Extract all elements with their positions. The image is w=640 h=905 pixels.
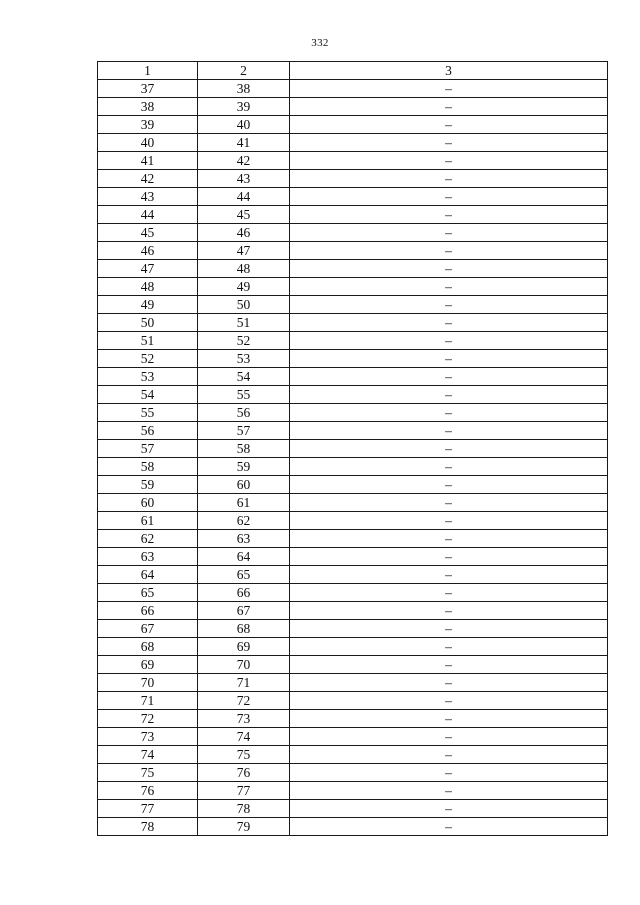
table-cell-col-1: 56 <box>98 422 198 440</box>
table-row <box>98 134 608 152</box>
table-cell-col-3: – <box>290 728 608 746</box>
table-cell-col-1: 64 <box>98 566 198 584</box>
column-header-1: 1 <box>98 62 198 80</box>
table-row <box>98 98 608 116</box>
table-cell-col-1: 49 <box>98 296 198 314</box>
table-cell-col-2: 56 <box>198 404 290 422</box>
table-row <box>98 206 608 224</box>
table-row <box>98 602 608 620</box>
table-cell-col-1: 69 <box>98 656 198 674</box>
table-cell-col-3: – <box>290 656 608 674</box>
table-row <box>98 314 608 332</box>
table-cell-col-3: – <box>290 566 608 584</box>
table-row <box>98 260 608 278</box>
table-row <box>98 674 608 692</box>
table-cell-col-1: 46 <box>98 242 198 260</box>
table-row <box>98 368 608 386</box>
table-cell-col-3: – <box>290 638 608 656</box>
table-cell-col-1: 52 <box>98 350 198 368</box>
table-cell-col-3: – <box>290 278 608 296</box>
table-cell-col-1: 44 <box>98 206 198 224</box>
table-cell-col-2: 39 <box>198 98 290 116</box>
table-cell-col-3: – <box>290 710 608 728</box>
table-cell-col-1: 53 <box>98 368 198 386</box>
table-cell-col-2: 44 <box>198 188 290 206</box>
table-cell-col-2: 45 <box>198 206 290 224</box>
table-row <box>98 638 608 656</box>
table-cell-col-2: 40 <box>198 116 290 134</box>
table-cell-col-1: 48 <box>98 278 198 296</box>
table-cell-col-3: – <box>290 152 608 170</box>
table-cell-col-1: 50 <box>98 314 198 332</box>
table-cell-col-3: – <box>290 296 608 314</box>
table-cell-col-1: 39 <box>98 116 198 134</box>
table-cell-col-3: – <box>290 584 608 602</box>
table-row <box>98 296 608 314</box>
table-cell-col-1: 51 <box>98 332 198 350</box>
table-row <box>98 440 608 458</box>
table-row <box>98 620 608 638</box>
table-row <box>98 224 608 242</box>
table-row <box>98 458 608 476</box>
table-cell-col-1: 68 <box>98 638 198 656</box>
table-row <box>98 800 608 818</box>
table-cell-col-2: 48 <box>198 260 290 278</box>
table-cell-col-2: 46 <box>198 224 290 242</box>
column-header-2: 2 <box>198 62 290 80</box>
table-cell-col-1: 47 <box>98 260 198 278</box>
table-row <box>98 746 608 764</box>
table-cell-col-2: 57 <box>198 422 290 440</box>
table-cell-col-2: 74 <box>198 728 290 746</box>
table-row <box>98 116 608 134</box>
table-cell-col-3: – <box>290 368 608 386</box>
table-cell-col-3: – <box>290 476 608 494</box>
table-cell-col-1: 55 <box>98 404 198 422</box>
table-cell-col-3: – <box>290 386 608 404</box>
table-row <box>98 476 608 494</box>
table-row <box>98 692 608 710</box>
table-row <box>98 782 608 800</box>
table-row <box>98 710 608 728</box>
table-row <box>98 566 608 584</box>
table-cell-col-3: – <box>290 530 608 548</box>
table-cell-col-2: 79 <box>198 818 290 836</box>
table-cell-col-2: 41 <box>198 134 290 152</box>
table-row <box>98 818 608 836</box>
table-cell-col-3: – <box>290 458 608 476</box>
table-cell-col-1: 37 <box>98 80 198 98</box>
table-cell-col-2: 43 <box>198 170 290 188</box>
table-cell-col-2: 66 <box>198 584 290 602</box>
table-cell-col-3: – <box>290 206 608 224</box>
table-cell-col-1: 73 <box>98 728 198 746</box>
table-cell-col-2: 69 <box>198 638 290 656</box>
table-cell-col-1: 63 <box>98 548 198 566</box>
table-row <box>98 242 608 260</box>
table-cell-col-3: – <box>290 512 608 530</box>
table-cell-col-2: 64 <box>198 548 290 566</box>
table-row <box>98 170 608 188</box>
table-header-row <box>98 62 608 80</box>
table-row <box>98 656 608 674</box>
table-cell-col-1: 66 <box>98 602 198 620</box>
table-cell-col-3: – <box>290 764 608 782</box>
table-cell-col-1: 58 <box>98 458 198 476</box>
table-cell-col-3: – <box>290 440 608 458</box>
table-row <box>98 584 608 602</box>
table-row <box>98 548 608 566</box>
table-cell-col-3: – <box>290 98 608 116</box>
table-cell-col-2: 67 <box>198 602 290 620</box>
table-cell-col-3: – <box>290 404 608 422</box>
table-cell-col-1: 77 <box>98 800 198 818</box>
table-cell-col-1: 62 <box>98 530 198 548</box>
table-cell-col-1: 71 <box>98 692 198 710</box>
table-header <box>98 62 608 80</box>
table-cell-col-3: – <box>290 314 608 332</box>
table-row <box>98 80 608 98</box>
table-cell-col-2: 78 <box>198 800 290 818</box>
table-cell-col-2: 70 <box>198 656 290 674</box>
table-cell-col-2: 71 <box>198 674 290 692</box>
table-cell-col-1: 65 <box>98 584 198 602</box>
table-cell-col-2: 49 <box>198 278 290 296</box>
table-cell-col-2: 51 <box>198 314 290 332</box>
page-number: 332 <box>311 37 329 49</box>
table-cell-col-3: – <box>290 674 608 692</box>
table-cell-col-1: 70 <box>98 674 198 692</box>
table-row <box>98 386 608 404</box>
table-row <box>98 512 608 530</box>
table-cell-col-3: – <box>290 692 608 710</box>
table-cell-col-2: 62 <box>198 512 290 530</box>
table-row <box>98 422 608 440</box>
table-cell-col-3: – <box>290 188 608 206</box>
table-cell-col-1: 38 <box>98 98 198 116</box>
table-row <box>98 332 608 350</box>
table-cell-col-3: – <box>290 818 608 836</box>
table-cell-col-1: 40 <box>98 134 198 152</box>
table-row <box>98 152 608 170</box>
table-cell-col-2: 72 <box>198 692 290 710</box>
table-row <box>98 350 608 368</box>
table-cell-col-1: 60 <box>98 494 198 512</box>
table-cell-col-2: 55 <box>198 386 290 404</box>
table-cell-col-1: 43 <box>98 188 198 206</box>
table-cell-col-3: – <box>290 494 608 512</box>
table-cell-col-1: 59 <box>98 476 198 494</box>
table-row <box>98 494 608 512</box>
table-row <box>98 728 608 746</box>
table-cell-col-2: 61 <box>198 494 290 512</box>
table-cell-col-3: – <box>290 134 608 152</box>
table-cell-col-3: – <box>290 116 608 134</box>
table-cell-col-1: 67 <box>98 620 198 638</box>
table-row <box>98 188 608 206</box>
table-cell-col-1: 57 <box>98 440 198 458</box>
table-cell-col-2: 50 <box>198 296 290 314</box>
table-cell-col-2: 42 <box>198 152 290 170</box>
table-cell-col-2: 59 <box>198 458 290 476</box>
table-cell-col-1: 61 <box>98 512 198 530</box>
table-row <box>98 404 608 422</box>
table-cell-col-2: 76 <box>198 764 290 782</box>
table-cell-col-2: 65 <box>198 566 290 584</box>
table-cell-col-2: 58 <box>198 440 290 458</box>
table-cell-col-3: – <box>290 782 608 800</box>
table-cell-col-3: – <box>290 80 608 98</box>
table-cell-col-3: – <box>290 422 608 440</box>
table-cell-col-2: 53 <box>198 350 290 368</box>
table-cell-col-2: 47 <box>198 242 290 260</box>
table-cell-col-1: 54 <box>98 386 198 404</box>
table-cell-col-2: 75 <box>198 746 290 764</box>
table-cell-col-2: 73 <box>198 710 290 728</box>
table-cell-col-3: – <box>290 350 608 368</box>
table-cell-col-3: – <box>290 800 608 818</box>
table-cell-col-2: 52 <box>198 332 290 350</box>
table-cell-col-1: 74 <box>98 746 198 764</box>
table-cell-col-3: – <box>290 746 608 764</box>
table-cell-col-3: – <box>290 332 608 350</box>
table-cell-col-2: 68 <box>198 620 290 638</box>
table-cell-col-1: 78 <box>98 818 198 836</box>
column-header-3: 3 <box>290 62 608 80</box>
table-cell-col-2: 38 <box>198 80 290 98</box>
table-cell-col-1: 45 <box>98 224 198 242</box>
table-cell-col-2: 54 <box>198 368 290 386</box>
table-cell-col-3: – <box>290 224 608 242</box>
table-row <box>98 764 608 782</box>
table-cell-col-2: 63 <box>198 530 290 548</box>
data-table <box>97 61 608 836</box>
table-cell-col-3: – <box>290 170 608 188</box>
table-cell-col-1: 42 <box>98 170 198 188</box>
table-cell-col-1: 41 <box>98 152 198 170</box>
table-row <box>98 278 608 296</box>
table-cell-col-1: 75 <box>98 764 198 782</box>
table-cell-col-2: 60 <box>198 476 290 494</box>
table-cell-col-1: 76 <box>98 782 198 800</box>
table-cell-col-2: 77 <box>198 782 290 800</box>
table-body <box>98 80 608 836</box>
table-cell-col-3: – <box>290 260 608 278</box>
table-cell-col-3: – <box>290 602 608 620</box>
table-cell-col-1: 72 <box>98 710 198 728</box>
table-cell-col-3: – <box>290 620 608 638</box>
table-row <box>98 530 608 548</box>
table-cell-col-3: – <box>290 242 608 260</box>
table-cell-col-3: – <box>290 548 608 566</box>
